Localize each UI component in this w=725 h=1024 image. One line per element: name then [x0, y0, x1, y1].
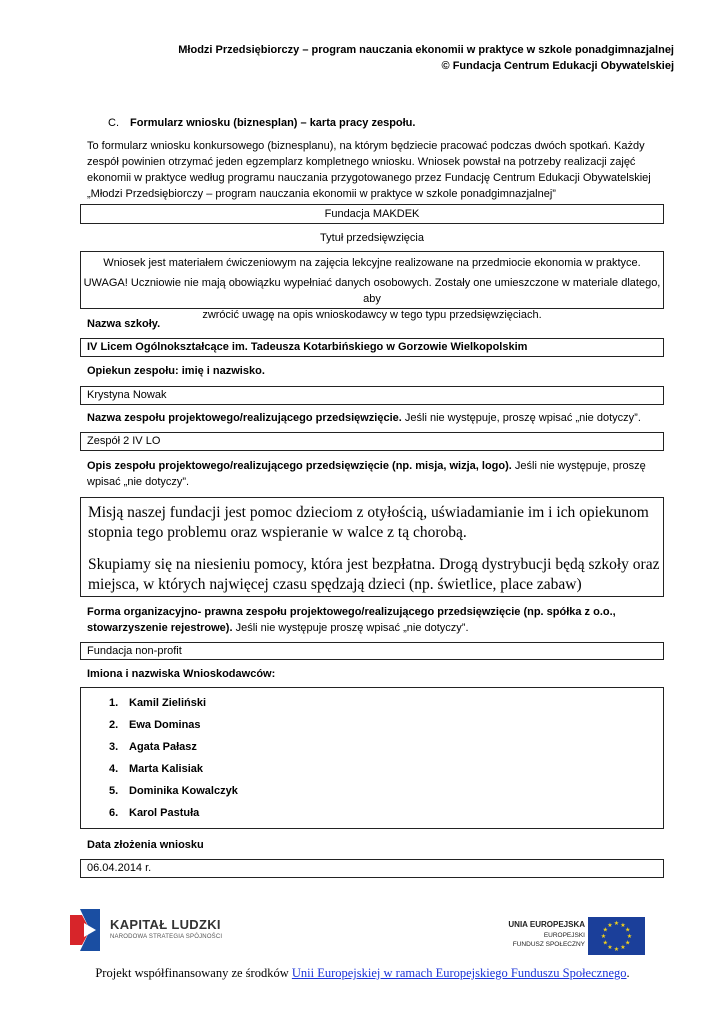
svg-text:★: ★: [607, 944, 613, 952]
applicant-item: [109, 807, 199, 819]
team-desc-label: [87, 458, 646, 474]
applicant-number: 5.: [109, 785, 119, 797]
header-copyright: © Fundacja Centrum Edukacji Obywatelskiej: [441, 60, 674, 72]
eu-flag-icon: [588, 917, 645, 955]
kapital-ludzki-subtitle: NARODOWA STRATEGIA SPÓJNOŚCI: [110, 934, 223, 940]
svg-text:★: ★: [625, 926, 631, 934]
footer-text: [0, 966, 725, 981]
legal-form-label-note: Jeśli nie występuje proszę wpisać „nie dotyczy”.: [232, 622, 469, 634]
legal-form-label-bold: stowarzyszenie rejestrowe).: [87, 622, 233, 634]
intro-line-4: „Młodzi Przedsiębiorczy – program nauczania ekonomii w praktyce w szkole ponadgimnazjalnej”: [87, 188, 556, 200]
svg-text:★: ★: [602, 939, 608, 947]
applicant-item: [109, 763, 203, 775]
svg-text:★: ★: [620, 921, 626, 929]
applicant-name: Karol Pastuła: [129, 807, 200, 819]
venture-name-field[interactable]: [80, 204, 664, 224]
applicant-item: [109, 697, 206, 709]
applicant-number: 6.: [109, 807, 119, 819]
legal-form-label-line-1: Forma organizacyjno- prawna zespołu projektowego/realizującego przedsięwzięcie (np. spółka z o.o.,: [87, 606, 616, 618]
mentor-field[interactable]: [80, 386, 664, 405]
header-title: Młodzi Przedsiębiorczy – program nauczania ekonomii w praktyce w szkole ponadgimnazjalnej: [178, 44, 674, 56]
team-name-label-bold: Nazwa zespołu projektowego/realizującego przedsięwzięcie.: [87, 412, 402, 424]
team-name-label: [87, 410, 641, 426]
eu-label-fund-2: FUNDUSZ SPOŁECZNY: [512, 941, 585, 948]
applicant-number: 1.: [109, 697, 119, 709]
date-value: 06.04.2014 r.: [87, 862, 152, 874]
venture-title-label: Tytuł przedsięwzięcia: [320, 232, 424, 244]
school-field[interactable]: [80, 338, 664, 357]
applicant-number: 3.: [109, 741, 119, 753]
applicants-label: Imiona i nazwiska Wnioskodawców:: [87, 668, 276, 680]
school-value: IV Licem Ogólnokształcące im. Tadeusza Kotarbińskiego w Gorzowie Wielkopolskim: [87, 341, 528, 353]
applicant-name: Agata Pałasz: [129, 741, 197, 753]
eu-label-union: UNIA EUROPEJSKA: [508, 920, 585, 929]
applicant-item: [109, 741, 197, 753]
svg-text:★: ★: [607, 921, 613, 929]
eu-logo: [500, 917, 645, 957]
venture-name-value: Fundacja MAKDEK: [324, 208, 420, 220]
intro-line-2: zespół powinien otrzymać jeden egzemplarz kompletnego wniosku. Wniosek powstał na potrzeby realizacji zajęć: [87, 156, 636, 168]
applicants-field[interactable]: [80, 687, 664, 829]
school-label: Nazwa szkoły.: [87, 318, 161, 330]
footer-suffix: .: [626, 966, 630, 980]
team-desc-label-line-2: wpisać „nie dotyczy”.: [87, 476, 190, 488]
team-desc-p2-line-2: miejsca, w których najwięcej czasu spędzają dzieci (np. świetlice, place zabaw): [88, 576, 582, 593]
applicant-name: Kamil Zieliński: [129, 697, 207, 709]
kapital-ludzki-logo: [70, 905, 230, 955]
section-title: Formularz wniosku (biznesplan) – karta pracy zespołu.: [130, 117, 416, 129]
applicant-number: 4.: [109, 763, 119, 775]
legal-form-value: Fundacja non-profit: [87, 645, 182, 657]
legal-form-label-line-2: [87, 620, 469, 636]
team-name-field[interactable]: [80, 432, 664, 451]
date-field[interactable]: [80, 859, 664, 878]
kapital-ludzki-title: KAPITAŁ LUDZKI: [110, 917, 221, 932]
svg-text:★: ★: [613, 946, 620, 953]
svg-text:★: ★: [600, 933, 607, 940]
applicant-name: Dominika Kowalczyk: [129, 785, 238, 797]
team-desc-p1-line-1: Misją naszej fundacji jest pomoc dzieciom z otyłością, uświadamianie im i ich opiekunom: [88, 504, 649, 521]
team-desc-p2-line-1: Skupiamy się na niesieniu pomocy, która jest bezpłatna. Drogą dystrybucji będą szkoły oraz: [88, 556, 660, 573]
notice-line-1: Wniosek jest materiałem ćwiczeniowym na zajęcia lekcyjne realizowane na przedmiocie ekonomia w praktyce.: [103, 257, 641, 269]
team-desc-p1-line-2: stopnia tego problemu oraz wspieranie w walce z tą chorobą.: [88, 524, 467, 541]
date-label: Data złożenia wniosku: [87, 839, 204, 851]
svg-text:★: ★: [626, 933, 633, 940]
team-name-value: Zespół 2 IV LO: [87, 435, 161, 447]
notice-box: [80, 251, 664, 321]
section-letter: C.: [108, 117, 119, 129]
eu-label-fund-1: EUROPEJSKI: [543, 932, 585, 939]
svg-text:★: ★: [602, 926, 608, 934]
team-desc-label-note: Jeśli nie występuje, proszę: [511, 460, 646, 472]
legal-form-field[interactable]: [80, 642, 664, 660]
team-desc-field[interactable]: [80, 497, 664, 597]
svg-text:★: ★: [620, 944, 626, 952]
footer-link[interactable]: Unii Europejskiej w ramach Europejskiego Funduszu Społecznego: [291, 966, 627, 980]
intro-line-1: To formularz wniosku konkursowego (biznesplanu), na którym będziecie pracować podczas dwóch spotkań. Każdy: [87, 140, 645, 152]
kapital-ludzki-emblem-icon: [70, 907, 104, 953]
applicant-item: [109, 785, 238, 797]
notice-line-3: zwrócić uwagę na opis wnioskodawcy w tego typu przedsięwzięciach.: [202, 309, 542, 321]
applicant-name: Marta Kalisiak: [129, 763, 203, 775]
team-desc-label-bold: Opis zespołu projektowego/realizującego przedsięwzięcie (np. misja, wizja, logo).: [87, 460, 512, 472]
notice-line-2: UWAGA! Uczniowie nie mają obowiązku wypełniać danych osobowych. Zostały one umieszczone w materiale dlatego, aby: [83, 277, 661, 305]
applicant-item: [109, 719, 201, 731]
team-name-label-note: Jeśli nie występuje, proszę wpisać „nie dotyczy”.: [401, 412, 641, 424]
svg-text:★: ★: [625, 939, 631, 947]
applicant-name: Ewa Dominas: [129, 719, 201, 731]
applicant-number: 2.: [109, 719, 119, 731]
footer-prefix: Projekt współfinansowany ze środków: [95, 966, 292, 980]
intro-line-3: ekonomii w praktyce według programu nauczania przygotowanego przez Fundację Centrum Edukacji Obywatelskiej: [87, 172, 651, 184]
svg-text:★: ★: [613, 920, 620, 927]
mentor-value: Krystyna Nowak: [87, 389, 167, 401]
mentor-label: Opiekun zespołu: imię i nazwisko.: [87, 365, 265, 377]
